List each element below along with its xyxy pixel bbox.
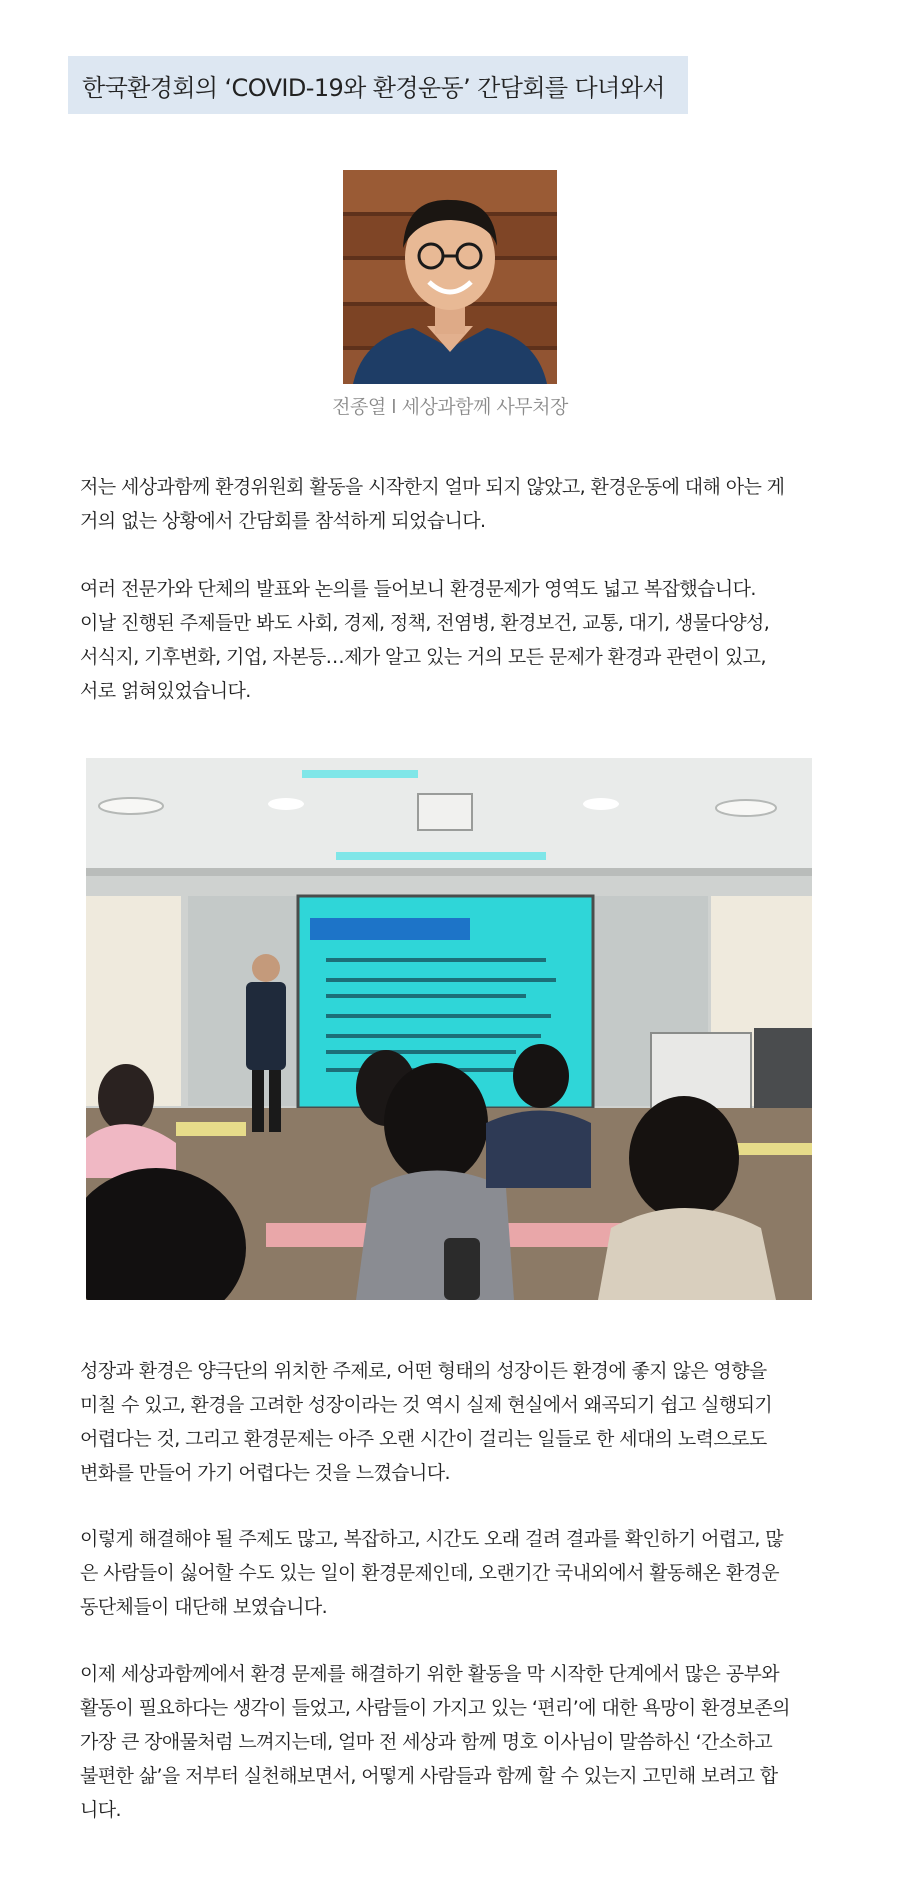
paragraph-1: 저는 세상과함께 환경위원회 활동을 시작한지 얼마 되지 않았고, 환경운동에 대해 아는 게 거의 없는 상황에서 간담회를 참석하게 되었습니다. bbox=[80, 476, 785, 532]
paragraph-4: 이렇게 해결해야 될 주제도 많고, 복잡하고, 시간도 오래 걸려 결과를 확인하기 어렵고, 많 은 사람들이 싫어할 수도 있는 일이 환경문제인데, 오랜기간 국내외에서 활동해온 환경운 동단체들이 대단해 보였습니다. bbox=[80, 1528, 783, 1618]
author-portrait-image bbox=[343, 170, 557, 384]
article-title: 한국환경회의 ‘COVID-19와 환경운동’ 간담회를 다녀와서 bbox=[82, 73, 665, 102]
seminar-photo bbox=[86, 758, 812, 1300]
paragraph-3: 성장과 환경은 양극단의 위치한 주제로, 어떤 형태의 성장이든 환경에 좋지 않은 영향을 미칠 수 있고, 환경을 고려한 성장이라는 것 역시 실제 현실에서 왜곡되기 쉽고 실행되기 어렵다는 것, 그리고 환경문제는 아주 오랜 시간이 걸리는 일들로 한 세대의 노력으로도 변화를 만들어 가기 어렵다는 것을 느꼈습니다. bbox=[80, 1360, 773, 1484]
article-title-box bbox=[68, 56, 688, 114]
author-caption: 전종열 l 세상과함께 사무처장 bbox=[332, 396, 568, 418]
paragraph-5: 이제 세상과함께에서 환경 문제를 해결하기 위한 활동을 막 시작한 단계에서 많은 공부와 활동이 필요하다는 생각이 들었고, 사람들이 가지고 있는 ‘편리’에 대한 욕망이 환경보존의 가장 큰 장애물처럼 느껴지는데, 얼마 전 세상과 함께 명호 이사님이 말씀하신 ‘간소하고 불편한 삶’을 저부터 실천해보면서, 어떻게 사람들과 함께 할 수 있는지 고민해 보려고 합 니다. bbox=[80, 1663, 790, 1821]
portrait-photo-icon bbox=[343, 170, 557, 384]
seminar-photo-icon bbox=[86, 758, 812, 1300]
paragraph-2: 여러 전문가와 단체의 발표와 논의를 들어보니 환경문제가 영역도 넓고 복잡했습니다. 이날 진행된 주제들만 봐도 사회, 경제, 정책, 전염병, 환경보건, 교통, 대기, 생물다양성, 서식지, 기후변화, 기업, 자본등…제가 알고 있는 거의 모든 문제가 환경과 관련이 있고, 서로 얽혀있었습니다. bbox=[80, 578, 770, 702]
